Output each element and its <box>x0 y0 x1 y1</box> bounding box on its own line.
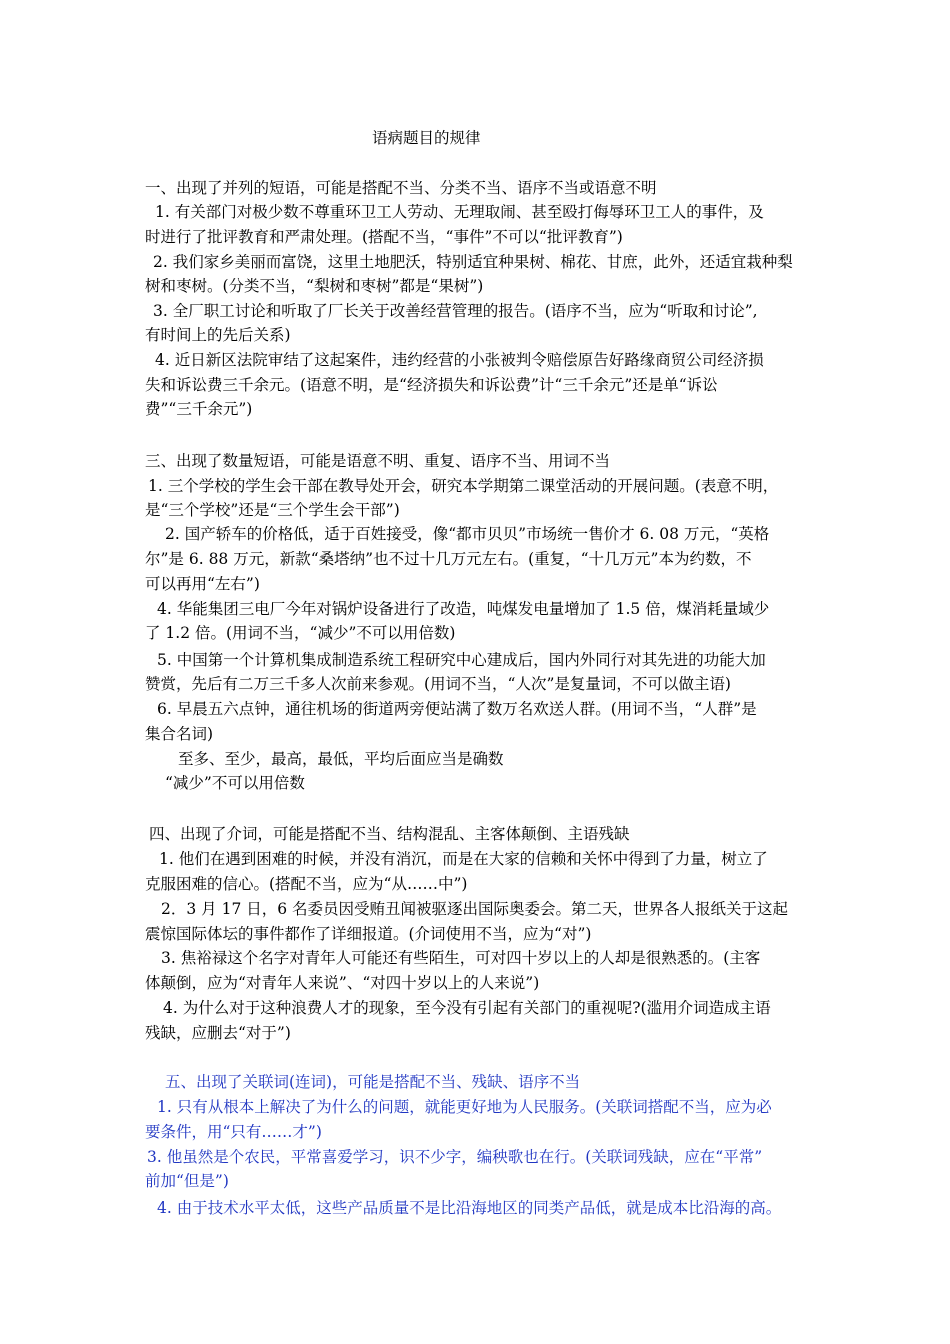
text-line: 可以再用“左右”) <box>145 575 260 593</box>
text-line: 残缺，应删去“对于”) <box>145 1024 291 1042</box>
text-line: 至多、至少，最高，最低，平均后面应当是确数 <box>178 750 504 768</box>
text-line: 体颠倒，应为“对青年人来说”、“对四十岁以上的人来说”) <box>145 974 540 992</box>
text-line: 1. 三个学校的学生会干部在教导处开会，研究本学期第二课堂活动的开展问题。(表意不明， <box>148 477 779 495</box>
text-line: 有时间上的先后关系) <box>145 326 291 344</box>
text-line: 一、出现了并列的短语，可能是搭配不当、分类不当、语序不当或语意不明 <box>145 179 657 197</box>
text-line: 4. 近日新区法院审结了这起案件，违约经营的小张被判令赔偿原告好路缘商贸公司经济损 <box>155 351 764 369</box>
document-title: 语病题目的规律 <box>372 129 481 147</box>
text-line: “减少”不可以用倍数 <box>165 774 305 792</box>
blue-text-line: 前加“但是”) <box>145 1172 229 1190</box>
text-line: 失和诉讼费三千余元。(语意不明，是“经济损失和诉讼费”计“三千余元”还是单“诉讼 <box>145 376 718 394</box>
blue-text-line: 3. 他虽然是个农民，平常喜爱学习，识不少字，编秧歌也在行。(关联词残缺，应在“平常” <box>147 1148 763 1166</box>
text-line: 2. 国产轿车的价格低，适于百姓接受，像“都市贝贝”市场统一售价才 6. 08 万元，“英格 <box>165 525 770 543</box>
text-line: 费”“三千余元”) <box>145 400 253 418</box>
text-line: 是“三个学校”还是“三个学生会干部”) <box>145 501 400 519</box>
text-line: 四、出现了介词，可能是搭配不当、结构混乱、主客体颠倒、主语残缺 <box>149 825 630 843</box>
text-line: 集合名词) <box>145 725 214 743</box>
text-line: 4. 华能集团三电厂今年对锅炉设备进行了改造，吨煤发电量增加了 1.5 倍，煤消耗量域少 <box>157 600 770 618</box>
text-line: 赞赏，先后有二万三千多人次前来参观。(用词不当，“人次”是复量词，不可以做主语) <box>145 675 731 693</box>
text-line: 5. 中国第一个计算机集成制造系统工程研究中心建成后，国内外同行对其先进的功能大加 <box>157 651 766 669</box>
text-line: 了 1.2 倍。(用词不当，“减少”不可以用倍数) <box>145 624 456 642</box>
blue-text-line: 五、出现了关联词(连词)，可能是搭配不当、残缺、语序不当 <box>165 1073 581 1091</box>
text-line: 2．3 月 17 日，6 名委员因受贿丑闻被驱逐出国际奥委会。第二天，世界各人报纸关于这起 <box>161 900 789 918</box>
text-line: 时进行了批评教育和严肃处理。(搭配不当，“事件”不可以“批评教育”) <box>145 228 623 246</box>
text-line: 树和枣树。(分类不当，“梨树和枣树”都是“果树”) <box>145 277 484 295</box>
text-line: 6. 早晨五六点钟，通往机场的街道两旁便站满了数万名欢送人群。(用词不当，“人群”是 <box>157 700 757 718</box>
blue-text-line: 要条件，用“只有……才”) <box>145 1123 322 1141</box>
text-line: 1. 他们在遇到困难的时候，并没有消沉，而是在大家的信赖和关怀中得到了力量，树立了 <box>159 850 768 868</box>
text-line: 3. 焦裕禄这个名字对青年人可能还有些陌生，可对四十岁以上的人却是很熟悉的。(主客 <box>161 949 761 967</box>
blue-text-line: 4. 由于技术水平太低，这些产品质量不是比沿海地区的同类产品低，就是成本比沿海的高。 <box>157 1199 782 1217</box>
text-line: 2. 我们家乡美丽而富饶，这里土地肥沃，特别适宜种果树、棉花、甘庶，此外，还适宜栽种梨 <box>153 253 793 271</box>
text-line: 克服困难的信心。(搭配不当，应为“从……中”) <box>145 875 468 893</box>
text-line: 4. 为什么对于这种浪费人才的现象，至今没有引起有关部门的重视呢?(滥用介词造成主语 <box>163 999 771 1017</box>
text-line: 3. 全厂职工讨论和听取了厂长关于改善经营管理的报告。(语序不当，应为“听取和讨论”, <box>153 302 758 320</box>
text-line: 震惊国际体坛的事件都作了详细报道。(介词使用不当，应为“对”) <box>145 925 592 943</box>
blue-text-line: 1. 只有从根本上解决了为什么的问题，就能更好地为人民服务。(关联词搭配不当，应为必 <box>157 1098 772 1116</box>
text-line: 1. 有关部门对极少数不尊重环卫工人劳动、无理取闹、甚至殴打侮辱环卫工人的事件，及 <box>155 203 764 221</box>
text-line: 三、出现了数量短语，可能是语意不明、重复、语序不当、用词不当 <box>145 452 611 470</box>
text-line: 尔”是 6. 88 万元，新款“桑塔纳”也不过十几万元左右。(重复，“十几万元”本为约数，不 <box>145 550 752 568</box>
